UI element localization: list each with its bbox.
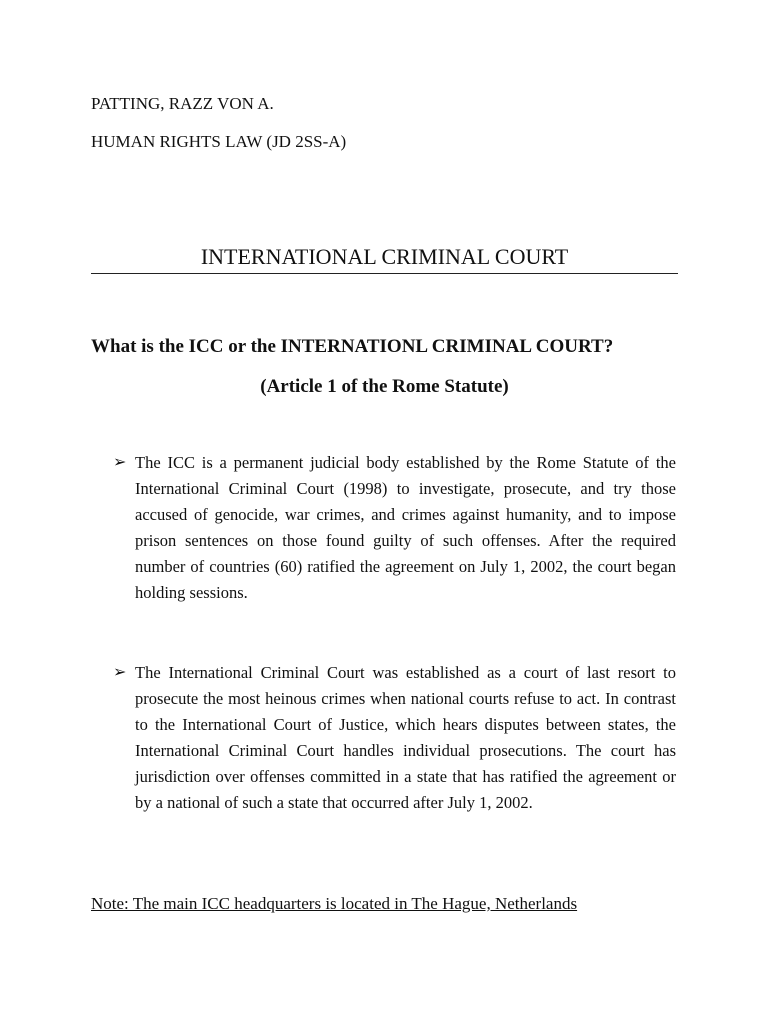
- article-reference: (Article 1 of the Rome Statute): [260, 376, 509, 397]
- course-name: HUMAN RIGHTS LAW (JD 2SS-A): [91, 132, 347, 151]
- arrow-bullet-icon: ➢: [113, 664, 127, 681]
- bullet-paragraph-2: The International Criminal Court was established as a court of last resort to prosecute the most heinous crimes when national courts refuse to act. In contrast to the International Court of Justice, which hears disputes between states, the International Criminal Court handles individual prosecutions. The court has jurisdiction over offenses committed in a state that has ratified the agreement or by a national of such a state that occurred after July 1, 2002.: [135, 663, 676, 812]
- author-name: PATTING, RAZZ VON A.: [91, 94, 274, 113]
- title-underline: [91, 273, 678, 274]
- arrow-bullet-icon: ➢: [113, 454, 127, 471]
- headquarters-note: Note: The main ICC headquarters is located in The Hague, Netherlands: [91, 894, 578, 913]
- document-title: INTERNATIONAL CRIMINAL COURT: [200, 244, 569, 269]
- section-question: What is the ICC or the INTERNATIONL CRIMINAL COURT?: [91, 336, 614, 357]
- bullet-paragraph-1: The ICC is a permanent judicial body established by the Rome Statute of the International Criminal Court (1998) to investigate, prosecute, and try those accused of genocide, war crimes, and crimes against humanity, and to impose prison sentences on those found guilty of such offenses. After the required number of countries (60) ratified the agreement on July 1, 2002, the court began holding sessions.: [135, 453, 676, 602]
